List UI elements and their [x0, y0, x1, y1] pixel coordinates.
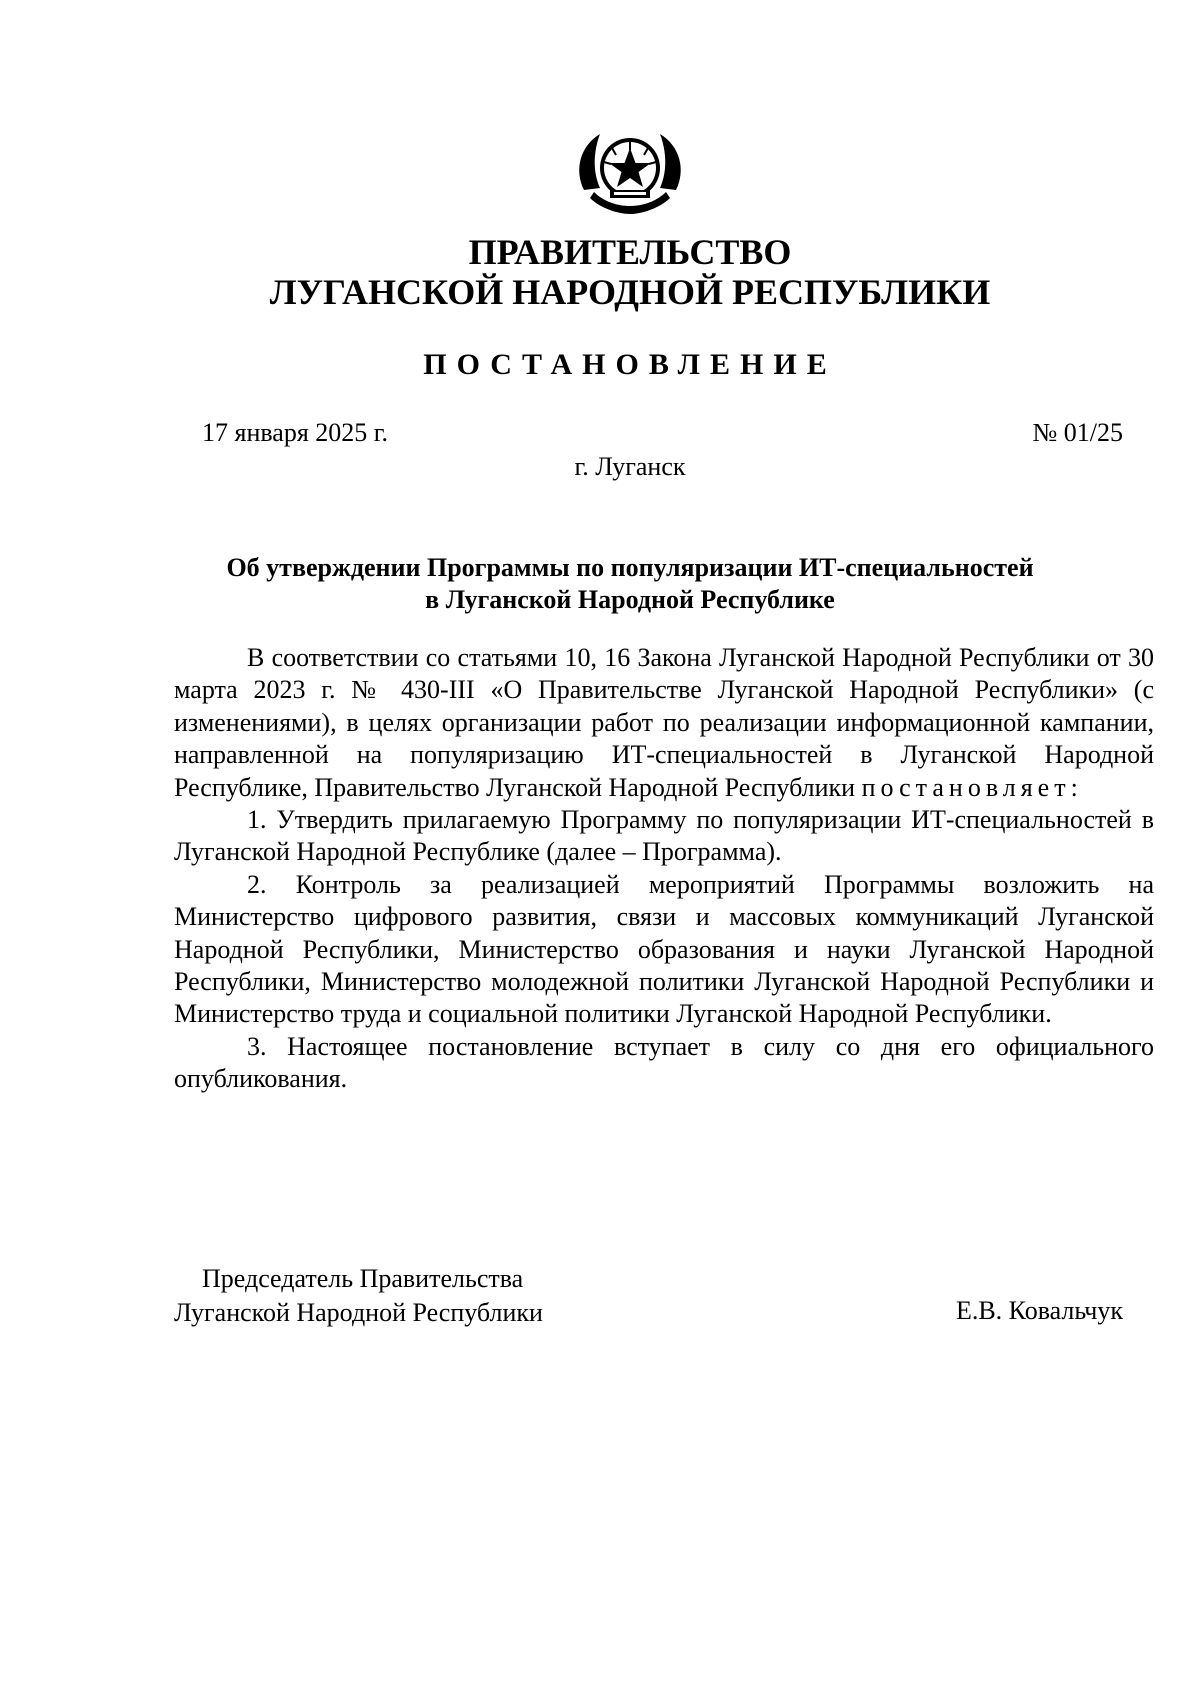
- document-city: г. Луганск: [574, 452, 686, 481]
- item-2: 2. Контроль за реализацией мероприятий Программы возложить на Министерство цифрового развития, связи и массовых коммуникаций Луганской Народной Республики, Министерство образования и науки Луганской Народной Республики, Министерство молодежной политики Луганской Народной Республики и Министерство труда и социальной политики Луганской Народной Республики.: [174, 869, 1154, 1029]
- signatory-name: Е.В. Ковальчук: [955, 1296, 1123, 1325]
- item-3: 3. Настоящее постановление вступает в силу со дня его официального опубликования.: [174, 1031, 1154, 1094]
- emblem-coat-of-arms: [570, 120, 690, 220]
- signatory-position-line-1: Председатель Правительства: [202, 1264, 524, 1293]
- intro-text: В соответствии со статьями 10, 16 Закона Луганской Народной Республики от 30 марта 2023 г. № 430-III «О Правительстве Луганской Народной Республики» (с изменениями), в целях организации работ по реализации информационной кампании, направленной на популяризацию ИТ-специальностей в Луганской Народной Республике, Правительство Луганской Народной Республики: [174, 643, 1154, 802]
- republic-title: ЛУГАНСКОЙ НАРОДНОЙ РЕСПУБЛИКИ: [269, 272, 991, 312]
- decree-word: постановляет: [861, 772, 1071, 802]
- subject-line-2: в Луганской Народной Республике: [425, 585, 835, 614]
- signatory-position-line-2: Луганской Народной Республики: [174, 1298, 543, 1327]
- subject-line-1: Об утверждении Программы по популяризации ИТ-специальностей: [226, 553, 1034, 582]
- intro-paragraph: В соответствии со статьями 10, 16 Закона Луганской Народной Республики от 30 марта 2023 г. № 430-III «О Правительстве Луганской Народной Республики» (с изменениями), в целях организации работ по реализации информационной кампании, направленной на популяризацию ИТ-специальностей в Луганской Народной Республике, Правительство Луганской Народной Республики постановляет:: [174, 643, 1154, 802]
- document-number: № 01/25: [1032, 418, 1123, 447]
- document-body: [174, 642, 1154, 1096]
- document-date: 17 января 2025 г.: [202, 418, 389, 447]
- government-title: ПРАВИТЕЛЬСТВО: [468, 232, 792, 272]
- document-type: ПОСТАНОВЛЕНИЕ: [423, 348, 837, 381]
- item-1: 1. Утвердить прилагаемую Программу по популяризации ИТ-специальностей в Луганской Народной Республике (далее – Программа).: [174, 805, 1154, 867]
- signatory-position: [174, 1262, 543, 1330]
